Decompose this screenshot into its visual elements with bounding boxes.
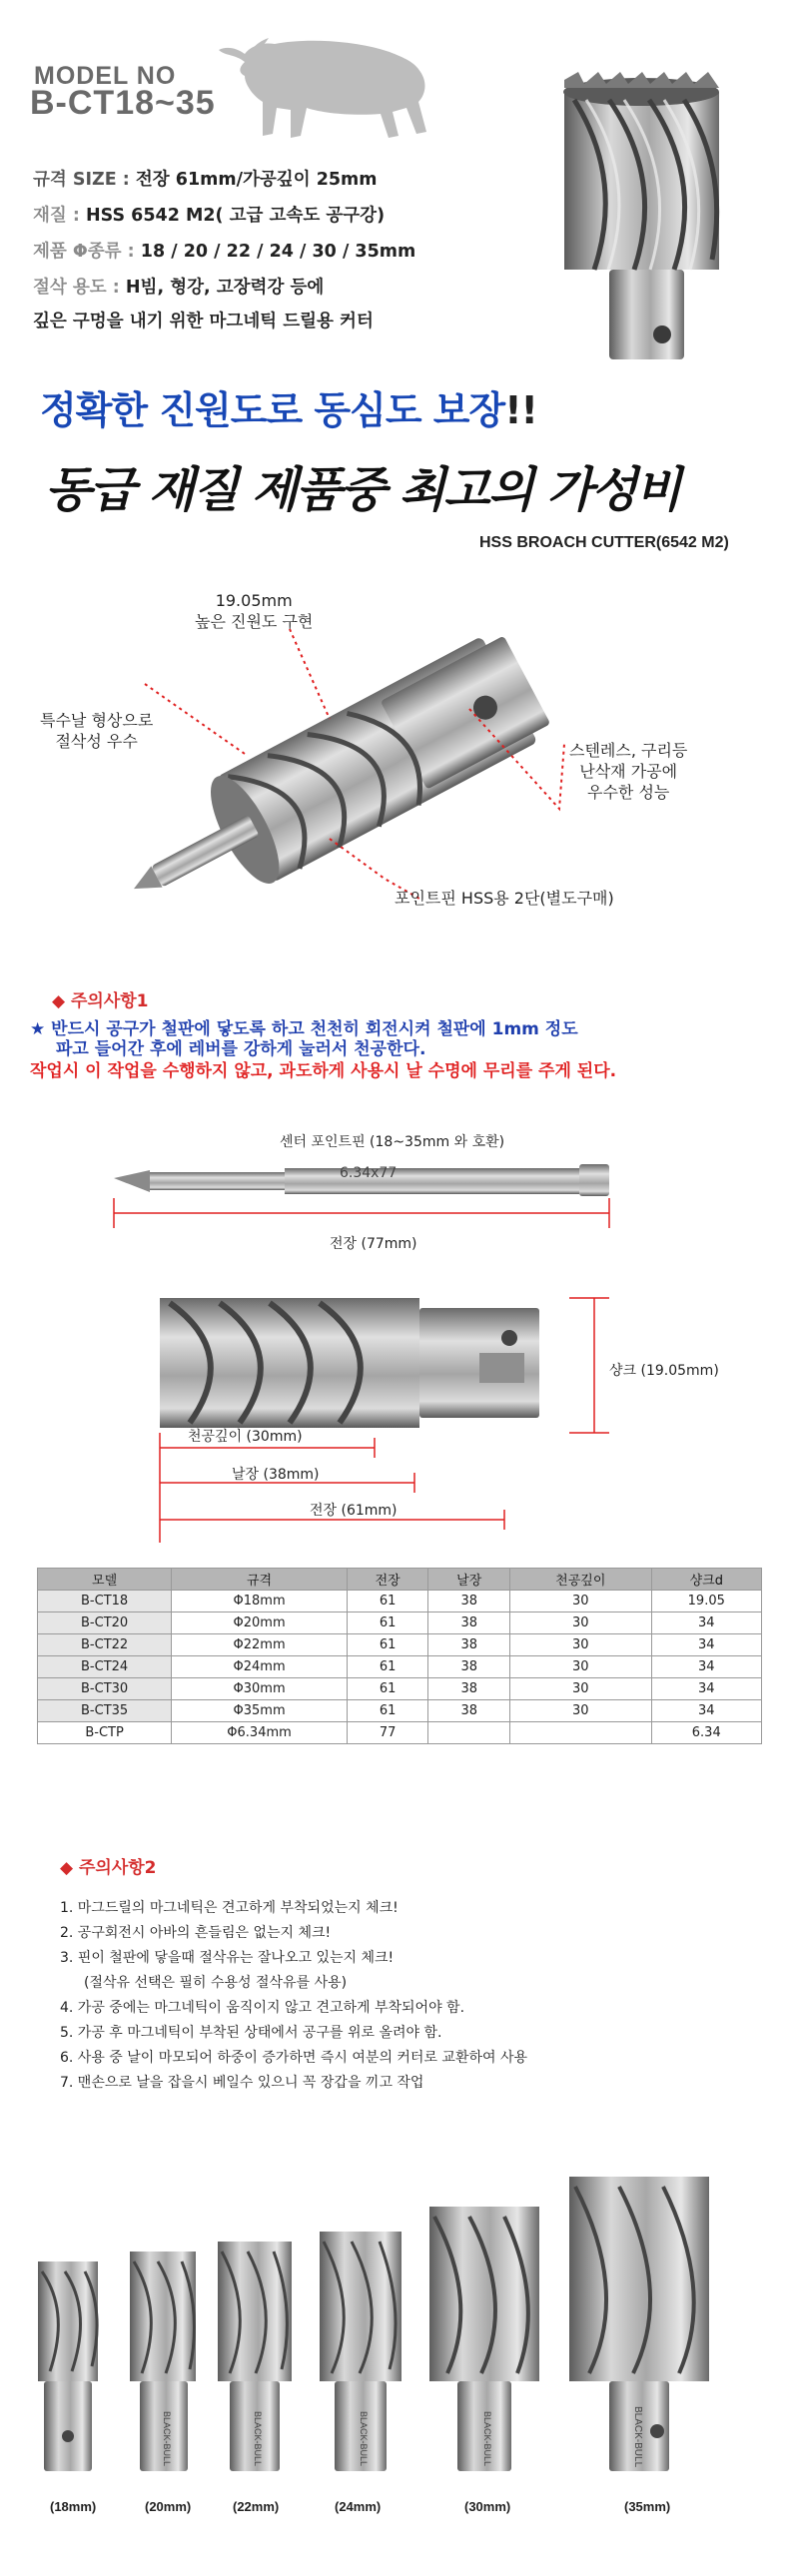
table-header: 규격 bbox=[172, 1569, 348, 1591]
size-label-24: (24mm) bbox=[335, 2499, 382, 2514]
spec-table bbox=[37, 1568, 762, 1744]
caution1-title: ◆ 주의사항1 bbox=[52, 991, 149, 1011]
table-row: B-CTP Φ6.34mm 77 6.34 bbox=[38, 1722, 762, 1744]
cutter-30mm bbox=[429, 2207, 539, 2471]
table-header: 모델 bbox=[38, 1569, 172, 1591]
caution1-line1: ★ 반드시 공구가 철판에 닿도록 하고 천천히 회전시켜 철판에 1mm 정도 bbox=[30, 1019, 578, 1039]
table-header: 천공깊이 bbox=[509, 1569, 651, 1591]
caution1-line3: 작업시 이 작업을 수행하지 않고, 과도하게 사용시 날 수명에 무리를 주게 된다. bbox=[30, 1061, 617, 1081]
spec-size: 규격 SIZE : 전장 61mm/가공깊이 25mm bbox=[33, 170, 378, 190]
callout-materials: 스텐레스, 구리등 난삭재 가공에 우수한 성능 bbox=[569, 741, 688, 802]
caution2-note: 3. 핀이 철판에 닿을때 절삭유는 잘나오고 있는지 체크! bbox=[60, 1950, 395, 1966]
table-header: 전장 bbox=[347, 1569, 428, 1591]
pin-length: 전장 (77mm) bbox=[330, 1236, 417, 1252]
caution2-note: 4. 가공 중에는 마그네틱이 움직이지 않고 견고하게 부착되어야 함. bbox=[60, 2000, 465, 2016]
callout-cutting: 특수날 형상으로 절삭성 우수 bbox=[40, 711, 154, 751]
depth-label: 천공깊이 (30mm) bbox=[188, 1429, 303, 1445]
svg-text:BLACK-BULL: BLACK-BULL bbox=[632, 2406, 643, 2468]
blade-label: 날장 (38mm) bbox=[232, 1467, 320, 1483]
pin-engraving: 6.34x77 bbox=[340, 1165, 398, 1181]
caution2-note: 5. 가공 후 마그네틱이 부착된 상태에서 공구를 위로 올려야 함. bbox=[60, 2025, 442, 2041]
cutter-18mm bbox=[38, 2261, 98, 2471]
spec-diameters: 제품 Φ종류 : 18 / 20 / 22 / 24 / 30 / 35mm bbox=[33, 242, 416, 262]
caution2-note: 6. 사용 중 날이 마모되어 하중이 증가하면 즉시 여분의 커터로 교환하여 사용 bbox=[60, 2050, 528, 2066]
size-label-30: (30mm) bbox=[464, 2499, 511, 2514]
model-code: B-CT18~35 bbox=[30, 84, 216, 122]
cutter-35mm bbox=[569, 2177, 709, 2471]
table-header: 샹크d bbox=[651, 1569, 761, 1591]
caution2-note: 7. 맨손으로 날을 잡을시 베일수 있으니 꼭 장갑을 끼고 작업 bbox=[60, 2075, 424, 2091]
table-row: B-CT20 Φ20mm 61 38 30 34 bbox=[38, 1612, 762, 1634]
spec-material: 재질 : HSS 6542 M2( 고급 고속도 공구강) bbox=[33, 206, 386, 226]
shank-label: 샹크 (19.05mm) bbox=[609, 1363, 719, 1379]
svg-text:BLACK-BULL: BLACK-BULL bbox=[253, 2411, 263, 2467]
table-row: B-CT30 Φ30mm 61 38 30 34 bbox=[38, 1678, 762, 1700]
pin-title: 센터 포인트핀 (18~35mm 와 호환) bbox=[280, 1134, 505, 1150]
cutter-photo-main bbox=[554, 70, 729, 389]
bull-silhouette-icon bbox=[215, 32, 449, 147]
cutter-lineup-photo bbox=[30, 2112, 769, 2486]
caution2-note: (절삭유 선택은 필히 수용성 절삭유를 사용) bbox=[84, 1975, 348, 1991]
callout-pin: 포인트핀 HSS용 2단(별도구매) bbox=[395, 889, 614, 908]
caution1-line2: 파고 들어간 후에 레버를 강하게 눌러서 천공한다. bbox=[56, 1039, 426, 1059]
table-header: 날장 bbox=[428, 1569, 510, 1591]
cutter-dimension-diagram bbox=[150, 1283, 669, 1543]
svg-text:BLACK-BULL: BLACK-BULL bbox=[162, 2411, 172, 2467]
headline-sub: HSS BROACH CUTTER(6542 M2) bbox=[479, 534, 729, 551]
model-label: MODEL NO bbox=[34, 62, 177, 90]
caution2-note: 1. 마그드릴의 마그네틱은 견고하게 부착되었는지 체크! bbox=[60, 1900, 399, 1916]
size-label-22: (22mm) bbox=[233, 2499, 280, 2514]
cutter-24mm bbox=[320, 2232, 401, 2471]
total-label: 전장 (61mm) bbox=[310, 1503, 398, 1519]
spec-usage-2: 깊은 구멍을 내기 위한 마그네틱 드릴용 커터 bbox=[33, 312, 374, 331]
callout-roundness: 19.05mm 높은 진원도 구현 bbox=[195, 591, 314, 631]
cutter-20mm bbox=[130, 2252, 196, 2471]
svg-text:BLACK-BULL: BLACK-BULL bbox=[359, 2411, 369, 2467]
size-label-20: (20mm) bbox=[145, 2499, 192, 2514]
table-row: B-CT18 Φ18mm 61 38 30 19.05 bbox=[38, 1591, 762, 1612]
svg-text:BLACK-BULL: BLACK-BULL bbox=[482, 2411, 492, 2467]
table-header-row bbox=[38, 1569, 762, 1591]
size-label-35: (35mm) bbox=[624, 2499, 671, 2514]
table-row: B-CT22 Φ22mm 61 38 30 34 bbox=[38, 1634, 762, 1656]
spec-usage: 절삭 용도 : H빔, 형강, 고장력강 등에 bbox=[33, 278, 325, 298]
caution2-title: ◆ 주의사항2 bbox=[60, 1858, 157, 1878]
cutter-22mm bbox=[218, 2242, 292, 2471]
headline-big: 동급 재질 제품중 최고의 가성비 bbox=[45, 462, 680, 518]
size-label-18: (18mm) bbox=[50, 2499, 97, 2514]
headline-blue: 정확한 진원도로 동심도 보장!! bbox=[40, 388, 537, 432]
caution2-note: 2. 공구회전시 아바의 흔들림은 없는지 체크! bbox=[60, 1925, 332, 1941]
table-row: B-CT35 Φ35mm 61 38 30 34 bbox=[38, 1700, 762, 1722]
table-row: B-CT24 Φ24mm 61 38 30 34 bbox=[38, 1656, 762, 1678]
